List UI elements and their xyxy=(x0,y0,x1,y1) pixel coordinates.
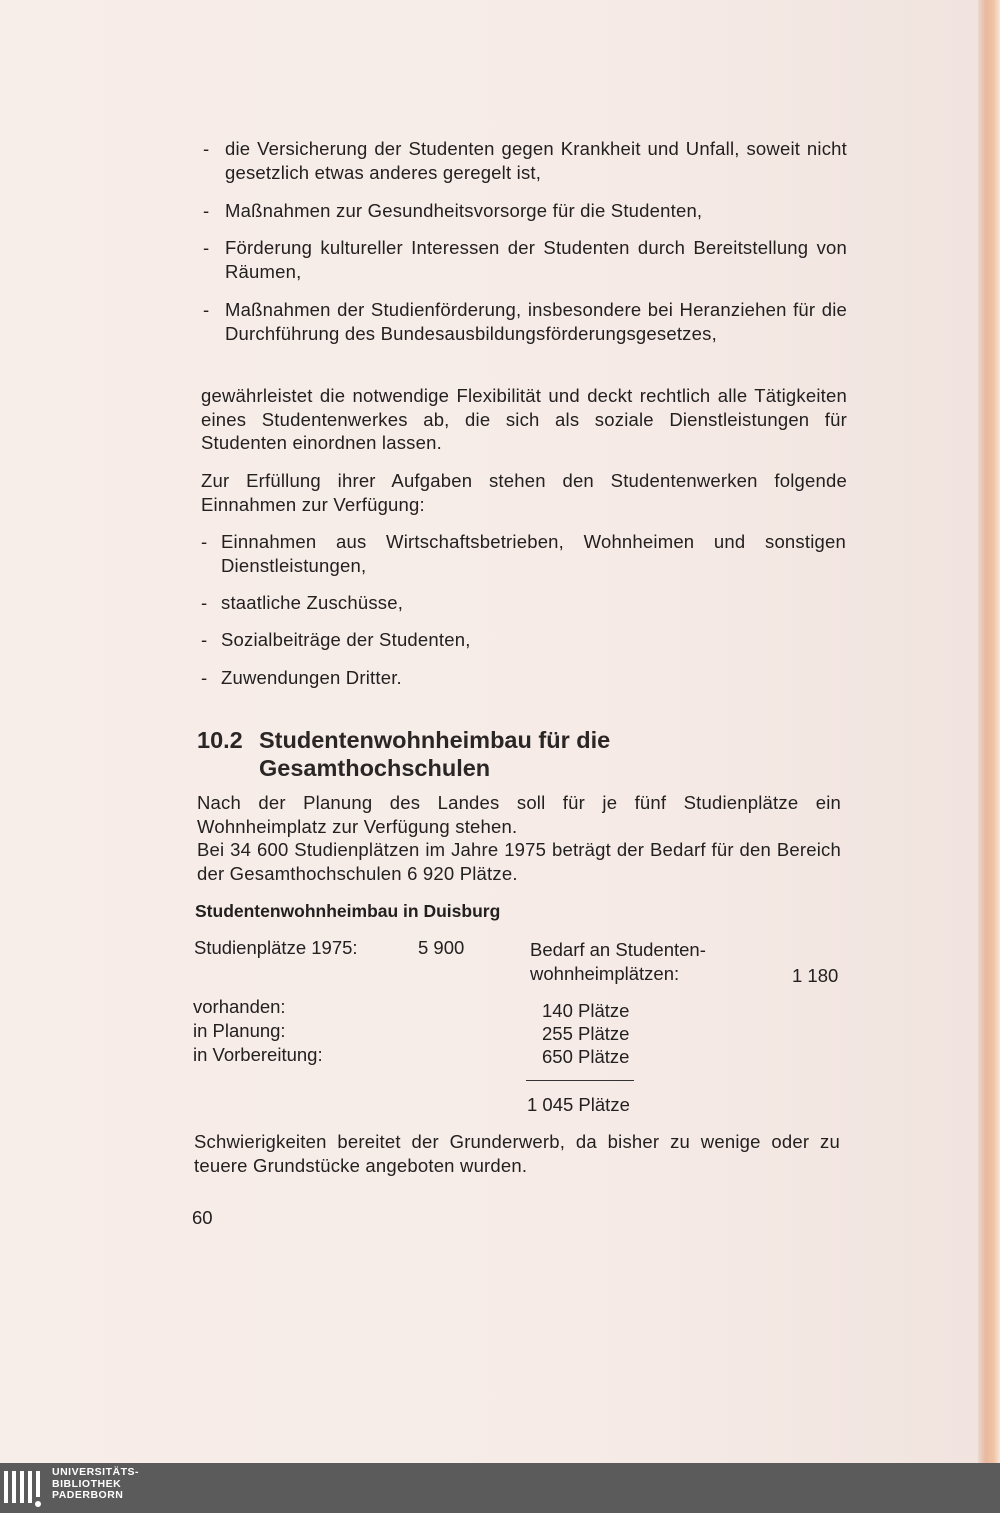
bullet-health: Maßnahmen zur Gesundheitsvorsorge für die Studenten, xyxy=(225,200,703,221)
row-vorbereitung-value: 650 Plätze xyxy=(542,1046,630,1067)
library-name xyxy=(52,1467,139,1502)
studienplaetze-label: Studienplätze 1975: xyxy=(194,937,358,958)
bullet-dash: - xyxy=(203,237,210,258)
bullet-studies: Maßnahmen der Studienförderung, insbesondere bei Heranziehen für die Durchführung des Bundesausbildungsförderungsgesetzes, xyxy=(225,299,847,344)
bullet-dash: - xyxy=(201,667,208,688)
bullet-income-contributions: Sozialbeiträge der Studenten, xyxy=(221,629,471,650)
page-edge xyxy=(978,0,1000,1463)
library-logo-icon xyxy=(4,1469,44,1509)
bullet-dash: - xyxy=(201,531,208,552)
section-title-line-1: Studentenwohnheimbau für die xyxy=(259,727,611,753)
library-name-line-2: BIBLIOTHEK xyxy=(52,1477,122,1490)
bedarf-label-line-2: wohnheimplätzen: xyxy=(530,963,680,984)
bullet-culture: Förderung kultureller Interessen der Studenten durch Bereitstellung von Räumen, xyxy=(225,237,847,282)
row-planung-value: 255 Plätze xyxy=(542,1023,630,1044)
section-number: 10.2 xyxy=(197,727,243,753)
library-footer xyxy=(0,1463,1000,1513)
paragraph-land-acquisition: Schwierigkeiten bereitet der Grunderwerb, da bisher zu wenige oder zu teuere Grundstücke angeboten wurden. xyxy=(194,1131,840,1176)
bullet-income-third-party: Zuwendungen Dritter. xyxy=(221,667,402,688)
bedarf-label-line-1: Bedarf an Studenten- xyxy=(530,939,706,960)
section-title-line-2: Gesamthochschulen xyxy=(259,755,491,781)
section-heading xyxy=(197,726,837,786)
row-vorhanden-label: vorhanden: xyxy=(193,996,286,1017)
row-planung-label: in Planung: xyxy=(193,1020,286,1041)
bullet-income-business: Einnahmen aus Wirtschaftsbetrieben, Wohnheimen und sonstigen Dienstleistungen, xyxy=(221,531,846,576)
paragraph-demand: Bei 34 600 Studienplätzen im Jahre 1975 beträgt der Bedarf für den Bereich der Gesamthochschulen 6 920 Plätze. xyxy=(197,839,841,884)
library-name-line-3: PADERBORN xyxy=(52,1489,124,1501)
row-vorbereitung-label: in Vorbereitung: xyxy=(193,1044,323,1065)
bullet-dash: - xyxy=(203,138,210,159)
page-number: 60 xyxy=(192,1207,213,1228)
row-vorhanden-value: 140 Plätze xyxy=(542,1000,630,1021)
bullet-dash: - xyxy=(201,629,208,650)
bullet-insurance: die Versicherung der Studenten gegen Krankheit und Unfall, soweit nicht gesetzlich etwas anderes geregelt ist, xyxy=(225,138,847,183)
paragraph-planning: Nach der Planung des Landes soll für je fünf Studienplätze ein Wohnheimplatz zur Verfügung stehen. xyxy=(197,792,841,837)
bedarf-value: 1 180 xyxy=(792,965,839,986)
library-name-line-1: UNIVERSITÄTS- xyxy=(52,1466,140,1478)
total-value: 1 045 Plätze xyxy=(527,1094,630,1115)
bullet-income-subsidies: staatliche Zuschüsse, xyxy=(221,592,404,613)
paragraph-income-intro: Zur Erfüllung ihrer Aufgaben stehen den Studentenwerken folgende Einnahmen zur Verfügung: xyxy=(201,470,847,515)
sum-rule xyxy=(526,1080,634,1081)
duisburg-heading: Studentenwohnheimbau in Duisburg xyxy=(195,901,501,921)
bullet-dash: - xyxy=(203,299,210,320)
bullet-dash: - xyxy=(203,200,210,221)
studienplaetze-value: 5 900 xyxy=(418,937,465,958)
bullet-dash: - xyxy=(201,592,208,613)
paragraph-flexibility: gewährleistet die notwendige Flexibilität und deckt rechtlich alle Tätigkeiten eines Studentenwerkes ab, die sich als soziale Dienstleistungen für Studenten einordnen lassen. xyxy=(201,385,847,453)
